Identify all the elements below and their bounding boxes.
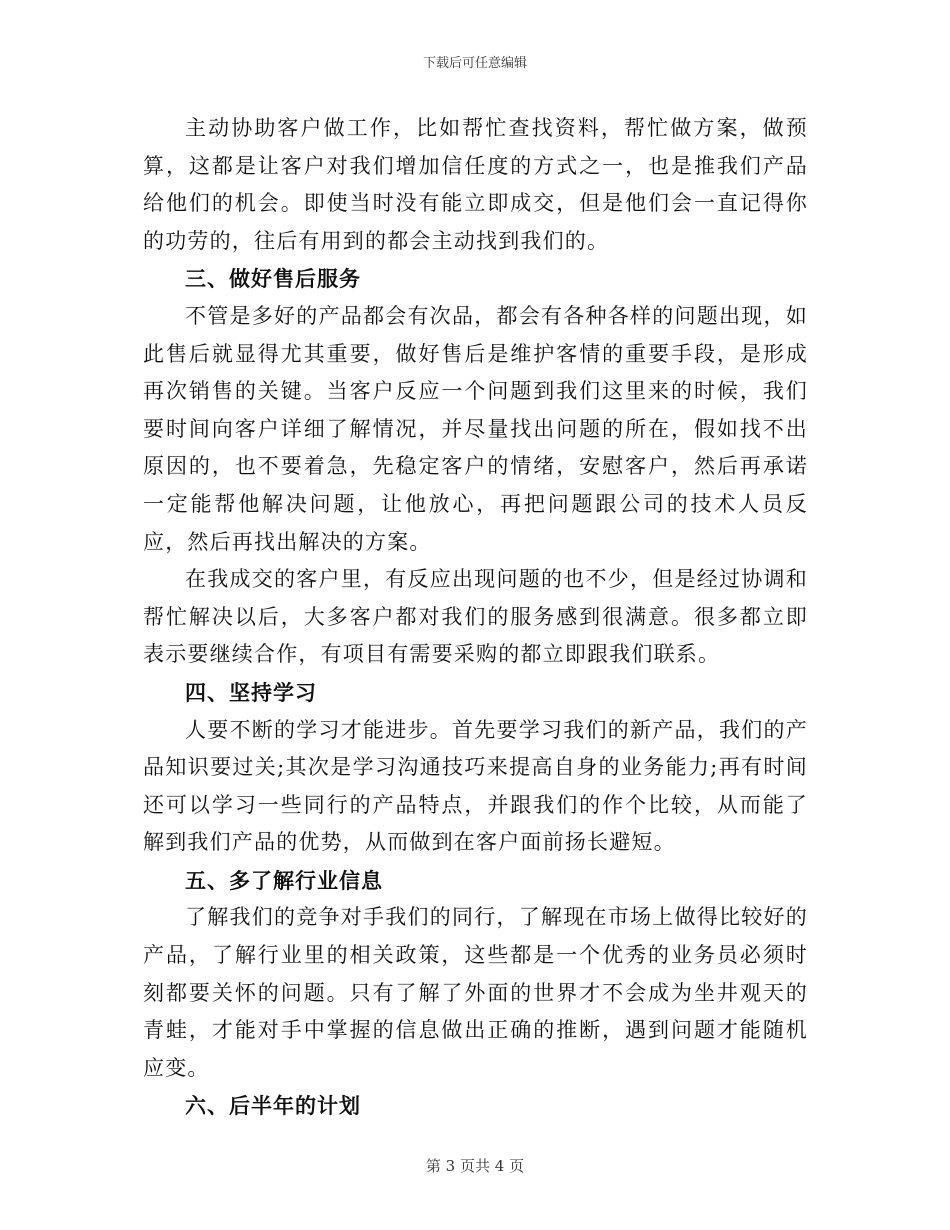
section-heading-industry-info: 五、多了解行业信息: [185, 867, 383, 893]
document-body: [143, 110, 808, 1125]
section-heading-keep-learning: 四、坚持学习: [185, 679, 317, 705]
section-heading-second-half-plan: 六、后半年的计划: [185, 1093, 361, 1119]
page-header: 下载后可任意编辑: [422, 56, 527, 71]
paragraph-after-sales: 不管是多好的产品都会有次品，都会有各种各样的问题出现，如此售后就显得尤其重要，做好售后是维护客情的重要手段，是形成再次销售的关键。当客户反应一个问题到我们这里来的时候，我们要时间向客户详细了解情况，并尽量找出问题的所在，假如找不出原因的，也不要着急，先稳定客户的情绪，安慰客户，然后再承诺一定能帮他解决问题，让他放心，再把问题跟公司的技术人员反应，然后再找出解决的方案。: [143, 303, 808, 554]
page-number: 第 3 页共 4 页: [425, 1157, 525, 1175]
paragraph-assist-clients: 主动协助客户做工作，比如帮忙查找资料，帮忙做方案，做预算，这都是让客户对我们增加信任度的方式之一，也是推我们产品给他们的机会。即使当时没有能立即成交，但是他们会一直记得你的功劳的，往后有用到的都会主动找到我们的。: [143, 116, 808, 253]
paragraph-keep-learning: 人要不断的学习才能进步。首先要学习我们的新产品，我们的产品知识要过关;其次是学习沟通技巧来提高自身的业务能力;再有时间还可以学习一些同行的产品特点，并跟我们的作个比较，从而能了解到我们产品的优势，从而做到在客户面前扬长避短。: [143, 717, 808, 855]
section-heading-after-sales: 三、做好售后服务: [185, 266, 361, 292]
paragraph-industry-info: 了解我们的竞争对手我们的同行，了解现在市场上做得比较好的产品，了解行业里的相关政策，这些都是一个优秀的业务员必须时刻都要关怀的问题。只有了解了外面的世界才不会成为坐井观天的青蛙，才能对手中掌握的信息做出正确的推断，遇到问题才能随机应变。: [143, 905, 808, 1080]
paragraph-client-satisfaction: 在我成交的客户里，有反应出现问题的也不少，但是经过协调和帮忙解决以后，大多客户都对我们的服务感到很满意。很多都立即表示要继续合作，有项目有需要采购的都立即跟我们联系。: [143, 567, 808, 667]
